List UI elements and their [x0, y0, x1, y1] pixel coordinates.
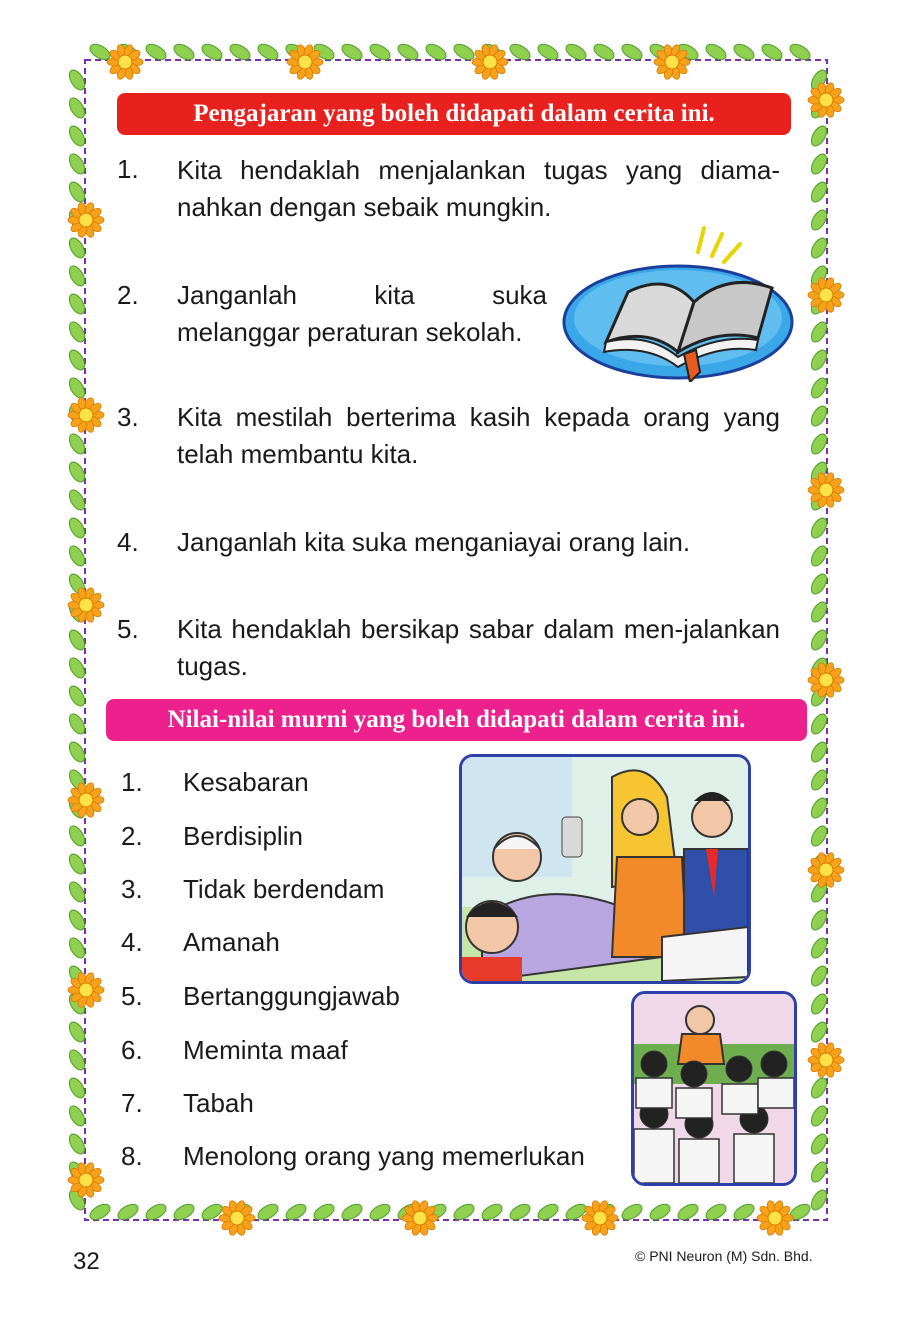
leaf-icon	[66, 543, 87, 568]
value-number: 5.	[121, 981, 143, 1011]
flower-icon	[472, 44, 508, 81]
value-number: 1.	[121, 767, 143, 797]
leaf-icon	[808, 123, 829, 148]
value-text: Menolong orang yang memerlukan	[183, 1141, 585, 1171]
lesson-number: 2.	[117, 280, 139, 310]
value-number: 8.	[121, 1141, 143, 1171]
hospital-scene-illustration	[459, 754, 751, 984]
leaf-icon	[808, 963, 829, 988]
values-heading: Nilai-nilai murni yang boleh didapati dalam cerita ini.	[167, 706, 746, 733]
leaf-icon	[66, 823, 87, 848]
value-text: Amanah	[183, 927, 280, 957]
page-number: 32	[73, 1248, 100, 1275]
value-text: Tidak berdendam	[183, 874, 385, 904]
leaf-icon	[66, 123, 87, 148]
lesson-text	[177, 277, 547, 351]
value-number: 4.	[121, 927, 143, 957]
flower-icon	[219, 1200, 255, 1237]
value-number: 7.	[121, 1088, 143, 1118]
classroom-scene-illustration	[631, 991, 797, 1186]
values-heading-banner	[106, 699, 807, 741]
lesson-text-line: Janganlah kita suka	[177, 280, 547, 310]
lesson-text-line: melanggar peraturan sekolah.	[177, 317, 523, 347]
leaf-icon	[808, 1103, 829, 1128]
flower-icon	[107, 44, 143, 81]
flower-icon	[808, 1042, 844, 1079]
leaf-icon	[808, 403, 829, 428]
flower-icon	[808, 852, 844, 889]
flower-icon	[68, 397, 104, 434]
value-number: 2.	[121, 821, 143, 851]
lessons-heading: Pengajaran yang boleh didapati dalam cerita ini.	[193, 100, 715, 127]
value-number: 6.	[121, 1035, 143, 1065]
leaf-icon	[66, 263, 87, 288]
value-text: Tabah	[183, 1088, 254, 1118]
leaf-icon	[808, 823, 829, 848]
lesson-number: 4.	[117, 527, 139, 557]
lesson-text: Janganlah kita suka menganiayai orang lain.	[177, 527, 691, 557]
leaf-icon	[808, 543, 829, 568]
lesson-number: 1.	[117, 154, 139, 184]
value-text: Kesabaran	[183, 767, 309, 797]
lessons-heading-banner	[117, 93, 791, 135]
value-text: Bertanggungjawab	[183, 981, 400, 1011]
leaf-icon	[66, 683, 87, 708]
value-text: Meminta maaf	[183, 1035, 348, 1065]
open-book-illustration	[558, 222, 794, 382]
lesson-text: Kita mestilah berterima kasih kepada orang yang telah membantu kita.	[177, 402, 780, 469]
leaf-icon	[66, 1103, 87, 1128]
value-text: Berdisiplin	[183, 821, 303, 851]
copyright-text: © PNI Neuron (M) Sdn. Bhd.	[635, 1248, 813, 1264]
flower-icon	[757, 1200, 793, 1237]
lesson-number: 3.	[117, 402, 139, 432]
lesson-text: Kita hendaklah bersikap sabar dalam men-jalankan tugas.	[177, 614, 780, 681]
flower-icon	[68, 202, 104, 239]
lesson-number: 5.	[117, 614, 139, 644]
value-number: 3.	[121, 874, 143, 904]
lesson-text: Kita hendaklah menjalankan tugas yang diama-nahkan dengan sebaik mungkin.	[177, 155, 780, 222]
